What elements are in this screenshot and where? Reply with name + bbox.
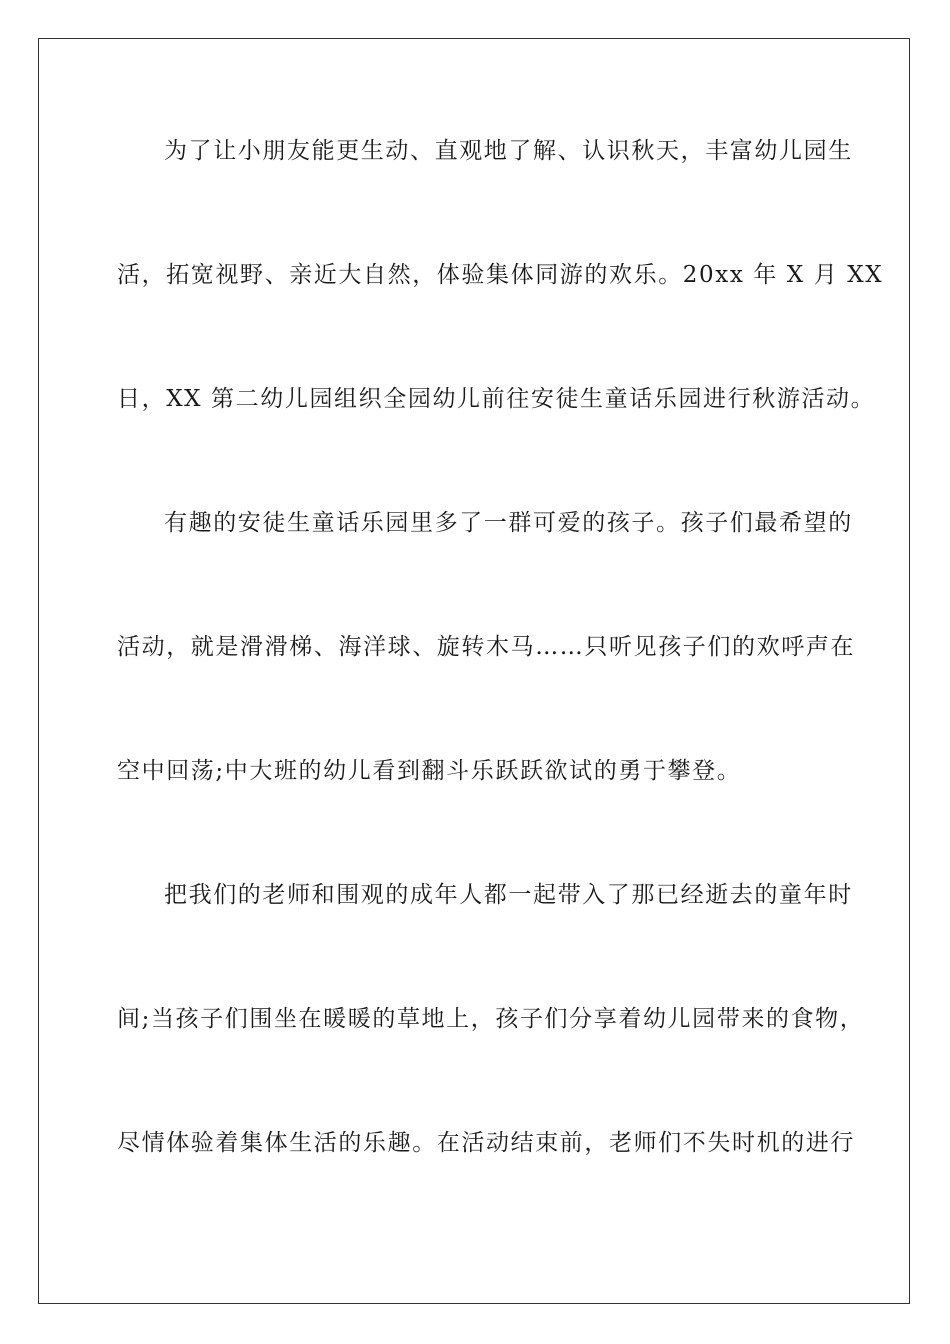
paragraph-2-line-2: 活动，就是滑滑梯、海洋球、旋转木马……只听见孩子们的欢呼声在: [117, 634, 855, 660]
paragraph-3-line-1: 把我们的老师和围观的成年人都一起带入了那已经逝去的童年时: [164, 882, 853, 908]
page-border: [38, 38, 910, 1304]
paragraph-1-line-2: 活，拓宽视野、亲近大自然，体验集体同游的欢乐。20xx 年 X 月 XX: [117, 262, 884, 288]
paragraph-3-line-3: 尽情体验着集体生活的乐趣。在活动结束前，老师们不失时机的进行: [117, 1130, 855, 1156]
paragraph-2-line-1: 有趣的安徒生童话乐园里多了一群可爱的孩子。孩子们最希望的: [164, 510, 853, 536]
paragraph-1-line-3: 日，XX 第二幼儿园组织全园幼儿前往安徒生童话乐园进行秋游活动。: [117, 386, 876, 412]
paragraph-1-line-1: 为了让小朋友能更生动、直观地了解、认识秋天，丰富幼儿园生: [164, 138, 853, 164]
paragraph-3-line-2: 间;当孩子们围坐在暖暖的草地上，孩子们分享着幼儿园带来的食物，: [117, 1006, 865, 1032]
paragraph-2-line-3: 空中回荡;中大班的幼儿看到翻斗乐跃跃欲试的勇于攀登。: [117, 758, 742, 784]
